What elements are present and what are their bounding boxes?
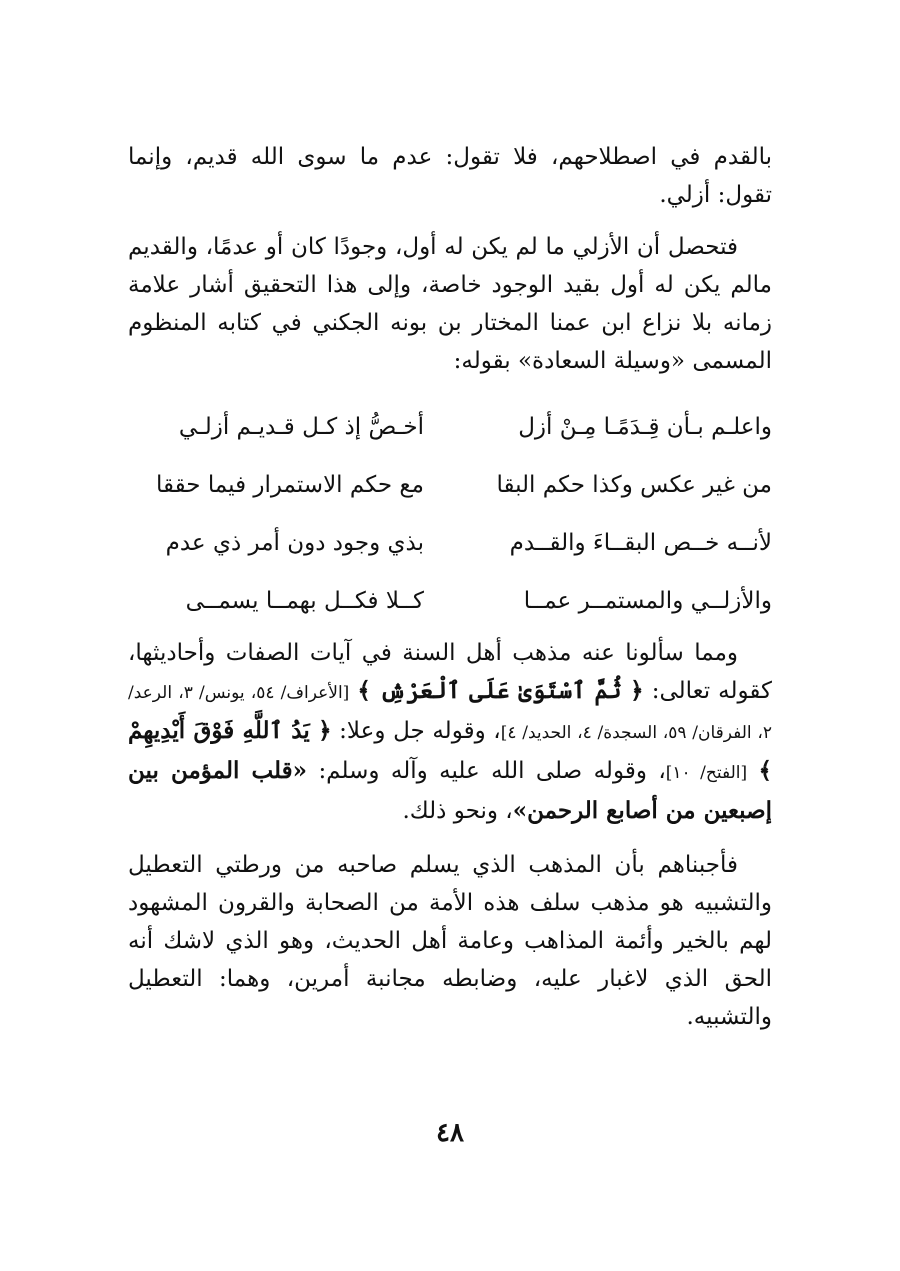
poem-line (128, 398, 772, 456)
paragraph-3-intro: ومما سألونا عنه مذهب أهل السنة في آيات الصفات وأحاديثها، كقوله تعالى: (128, 640, 772, 704)
quran-verse-yad: ﴿ يَدُ ٱللَّهِ فَوْقَ أَيْدِيهِمْ ﴾ (128, 717, 773, 784)
poem-line (128, 514, 772, 572)
poem-hemistich-left: أخـصُّ إذ كـل قـديـم أزلـي (178, 414, 424, 440)
poem-line (128, 456, 772, 514)
poem-hemistich-left: بذي وجود دون أمر ذي عدم (165, 530, 424, 556)
page-body (128, 138, 772, 1036)
page-number: ٤٨ (436, 1118, 464, 1148)
poem-hemistich-right: لأنــه خــص البقــاءَ والقــدم (509, 530, 772, 556)
poem-hemistich-left: مع حكم الاستمرار فيما حققا (156, 472, 424, 498)
poem (128, 398, 772, 630)
poem-hemistich-right: واعلـم بـأن قِـدَمًـا مِـنْ أزل (518, 414, 772, 440)
paragraph-3-mid: ، وقوله جل وعلا: (339, 718, 501, 744)
paragraph-4: فأجبناهم بأن المذهب الذي يسلم صاحبه من ورطتي التعطيل والتشبيه هو مذهب سلف هذه الأمة من الصحابة والقرون المشهود لهم بالخير وأئمة المذاهب وعامة أهل الحديث، وهو الذي لاشك أنه الحق الذي لاغبار عليه، وضابطه مجانبة أمرين، وهما: التعطيل والتشبيه. (128, 852, 772, 1030)
verse-reference: [الأعراف/ ٥٤، يونس/ ٣، الرعد/ ٢، الفرقان/ ٥٩، السجدة/ ٤، الحديد/ ٤] (128, 683, 772, 743)
quran-verse-istawa: ﴿ ثُمَّ ٱسْتَوَىٰ عَلَى ٱلْعَرْشِ ﴾ (357, 677, 644, 704)
poem-line (128, 572, 772, 630)
poem-hemistich-right: من غير عكس وكذا حكم البقا (496, 472, 772, 498)
paragraph-2: فتحصل أن الأزلي ما لم يكن له أول، وجودًا كان أو عدمًا، والقديم مالم يكن له أول بقيد الوجود خاصة، وإلى هذا التحقيق أشار علامة زمانه بلا نزاع ابن عمنا المختار بن بونه الجكني في كتابه المنظوم المسمى «وسيلة السعادة» بقوله: (128, 234, 772, 374)
paragraph-3-end: ، ونحو ذلك. (402, 798, 513, 824)
poem-hemistich-right: والأزلــي والمستمــر عمــا (523, 588, 772, 614)
paragraph-3-mid-2: ، وقوله صلى الله عليه وآله وسلم: (318, 758, 666, 784)
hadith-quote: «قلب المؤمن بين إصبعين من أصابع الرحمن» (128, 757, 772, 824)
poem-hemistich-left: كــلا فكــل بهمــا يسمــى (185, 588, 424, 614)
paragraph-3 (128, 634, 772, 830)
verse-reference: [الفتح/ ١٠] (665, 763, 748, 783)
paragraph-1: بالقدم في اصطلاحهم، فلا تقول: عدم ما سوى الله قديم، وإنما تقول: أزلي. (128, 144, 772, 208)
